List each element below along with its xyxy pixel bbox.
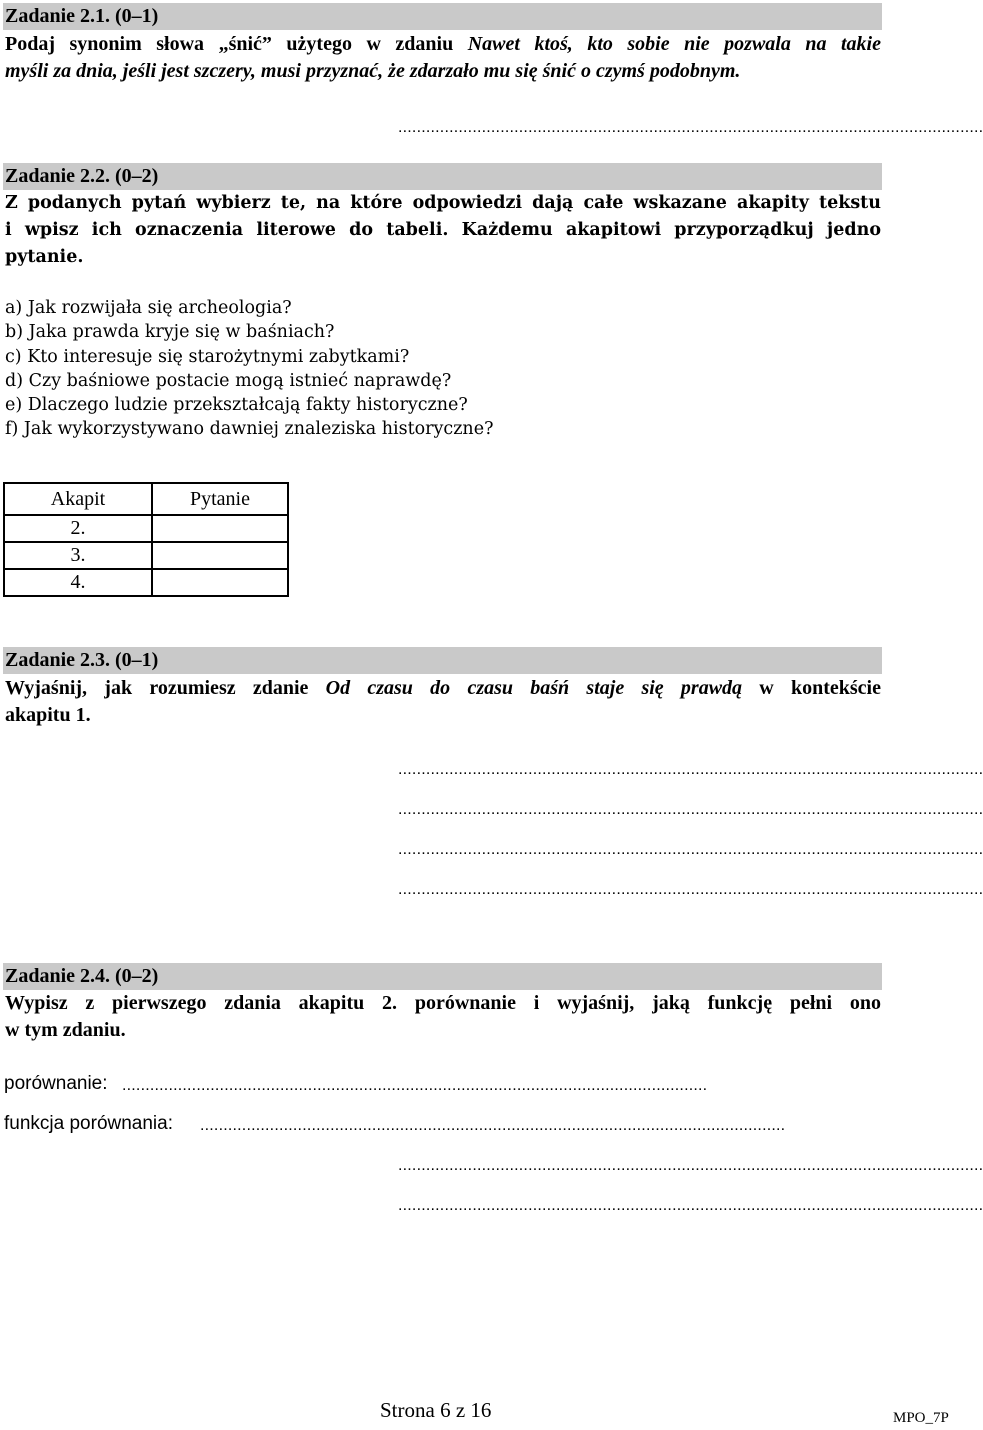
option-c: c) Kto interesuje się starożytnymi zabytkami? xyxy=(5,346,410,367)
task-2-1-instruction-line-1 xyxy=(5,31,881,58)
task-2-3-instructions xyxy=(5,675,881,729)
comparison-answer-line[interactable]: .............................................................................................................................. xyxy=(122,1077,708,1094)
task-2-4-header: Zadanie 2.4. (0–2) xyxy=(3,963,882,990)
answer-cell[interactable] xyxy=(152,569,288,596)
answer-table xyxy=(3,482,289,597)
instruction-text: Podaj synonim słowa „śnić” użytego w zdaniu xyxy=(5,33,468,55)
task-2-1-header: Zadanie 2.1. (0–1) xyxy=(3,3,882,30)
table-row xyxy=(4,542,288,569)
answer-line[interactable]: .............................................................................................................................. xyxy=(398,119,983,136)
task-2-2-instruction-line-2: i wpisz ich oznaczenia literowe do tabeli. Każdemu akapitowi przyporządkuj jedno xyxy=(5,220,881,240)
task-2-2-instruction-line-1: Z podanych pytań wybierz te, na które odpowiedzi dają całe wskazane akapity tekstu xyxy=(5,193,881,213)
table-row xyxy=(4,515,288,542)
question-options xyxy=(5,296,805,442)
table-header-row xyxy=(4,483,288,515)
function-answer-line[interactable]: .............................................................................................................................. xyxy=(200,1117,786,1134)
instruction-text: Wyjaśnij, jak rozumiesz zdanie xyxy=(5,677,326,699)
function-label: funkcja porównania: xyxy=(4,1113,173,1134)
answer-line[interactable]: .............................................................................................................................. xyxy=(398,881,983,898)
column-header-akapit: Akapit xyxy=(4,483,152,515)
task-2-1-instructions xyxy=(5,31,881,85)
answer-line[interactable]: .............................................................................................................................. xyxy=(398,1157,983,1174)
task-2-3-instruction-line-2: akapitu 1. xyxy=(5,704,91,726)
option-b: b) Jaka prawda kryje się w baśniach? xyxy=(5,322,335,343)
page-number: Strona 6 z 16 xyxy=(380,1398,492,1422)
task-2-2-instructions xyxy=(5,190,881,271)
option-d: d) Czy baśniowe postacie mogą istnieć naprawdę? xyxy=(5,370,452,391)
answer-cell[interactable] xyxy=(152,542,288,569)
column-header-pytanie: Pytanie xyxy=(152,483,288,515)
akapit-number: 3. xyxy=(4,542,152,569)
instruction-quote: Od czasu do czasu baśń staje się prawdą xyxy=(325,677,743,699)
option-a: a) Jak rozwijała się archeologia? xyxy=(5,298,292,318)
task-2-2-instruction-line-3: pytanie. xyxy=(5,247,84,267)
akapit-number: 2. xyxy=(4,515,152,542)
task-2-1-instruction-line-2: myśli za dnia, jeśli jest szczery, musi przyznać, że zdarzało mu się śnić o czymś podobnym. xyxy=(5,60,741,82)
answer-line[interactable]: .............................................................................................................................. xyxy=(398,761,983,778)
answer-line[interactable]: .............................................................................................................................. xyxy=(398,841,983,858)
exam-code: MPO_7P xyxy=(893,1410,949,1426)
task-2-4-instruction-line-1: Wypisz z pierwszego zdania akapitu 2. porównanie i wyjaśnij, jaką funkcję pełni ono xyxy=(5,992,881,1014)
instruction-text: w kontekście xyxy=(742,677,881,699)
option-f: f) Jak wykorzystywano dawniej znaleziska historyczne? xyxy=(5,419,494,440)
answer-line[interactable]: .............................................................................................................................. xyxy=(398,801,983,818)
task-2-3-header: Zadanie 2.3. (0–1) xyxy=(3,647,882,674)
task-2-4-instruction-line-2: w tym zdaniu. xyxy=(5,1019,126,1041)
akapit-number: 4. xyxy=(4,569,152,596)
instruction-quote: Nawet ktoś, kto sobie nie pozwala na takie xyxy=(467,33,881,55)
task-2-2-header: Zadanie 2.2. (0–2) xyxy=(3,163,882,190)
comparison-label: porównanie: xyxy=(4,1073,108,1094)
table-row xyxy=(4,569,288,596)
task-2-3-instruction-line-1 xyxy=(5,675,881,702)
task-2-4-instructions xyxy=(5,990,881,1044)
answer-cell[interactable] xyxy=(152,515,288,542)
option-e: e) Dlaczego ludzie przekształcają fakty historyczne? xyxy=(5,395,468,416)
answer-line[interactable]: .............................................................................................................................. xyxy=(398,1197,983,1214)
